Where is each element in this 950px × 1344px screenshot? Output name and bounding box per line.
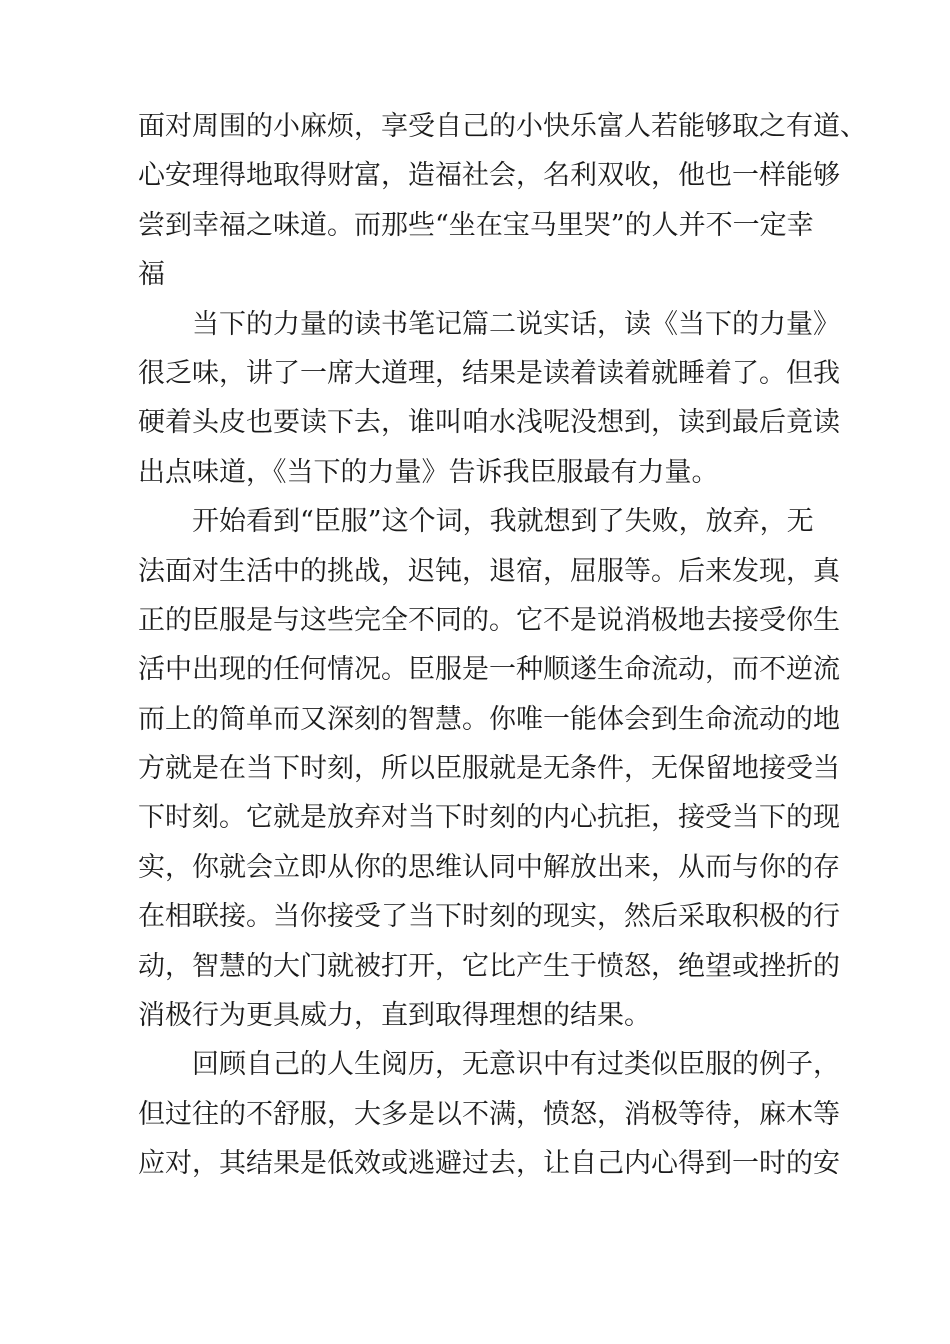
text-line: 但过往的不舒服，大多是以不满，愤怒，消极等待，麻木等	[138, 1098, 840, 1130]
text-line: 而上的简单而又深刻的智慧。你唯一能体会到生命流动的地	[138, 703, 840, 735]
paragraph-first-line: 当下的力量的读书笔记篇二说实话，读《当下的力量》	[192, 308, 840, 340]
text-line: 出点味道，《当下的力量》告诉我臣服最有力量。	[138, 456, 719, 488]
text-line: 应对，其结果是低效或逃避过去，让自己内心得到一时的安	[138, 1148, 840, 1180]
text-line: 在相联接。当你接受了当下时刻的现实，然后采取积极的行	[138, 901, 840, 933]
text-line: 很乏味，讲了一席大道理，结果是读着读着就睡着了。但我	[138, 357, 840, 389]
text-line: 法面对生活中的挑战，迟钝，退宿，屈服等。后来发现，真	[138, 555, 840, 587]
text-line: 消极行为更具威力，直到取得理想的结果。	[138, 1000, 651, 1032]
text-line: 福	[138, 259, 165, 291]
text-line: 下时刻。它就是放弃对当下时刻的内心抗拒，接受当下的现	[138, 802, 840, 834]
text-line: 正的臣服是与这些完全不同的。它不是说消极地去接受你生	[138, 604, 840, 636]
paragraph-first-line: 回顾自己的人生阅历，无意识中有过类似臣服的例子，	[192, 1049, 840, 1081]
text-line: 面对周围的小麻烦，享受自己的小快乐富人若能够取之有道、	[138, 111, 867, 142]
text-line: 活中出现的任何情况。臣服是一种顺遂生命流动，而不逆流	[138, 654, 840, 686]
text-line: 心安理得地取得财富，造福社会，名利双收，他也一样能够	[138, 160, 840, 192]
text-line: 实，你就会立即从你的思维认同中解放出来，从而与你的存	[138, 851, 840, 883]
text-line: 动，智慧的大门就被打开，它比产生于愤怒，绝望或挫折的	[138, 950, 840, 982]
text-line: 方就是在当下时刻，所以臣服就是无条件，无保留地接受当	[138, 753, 840, 785]
body-text	[138, 102, 867, 1189]
text-line: 尝到幸福之味道。而那些“坐在宝马里哭”的人并不一定幸	[138, 209, 814, 241]
paragraph-first-line: 开始看到“臣服”这个词，我就想到了失败，放弃，无	[192, 506, 814, 538]
text-line: 硬着头皮也要读下去，谁叫咱水浅呢没想到，读到最后竟读	[138, 407, 840, 439]
